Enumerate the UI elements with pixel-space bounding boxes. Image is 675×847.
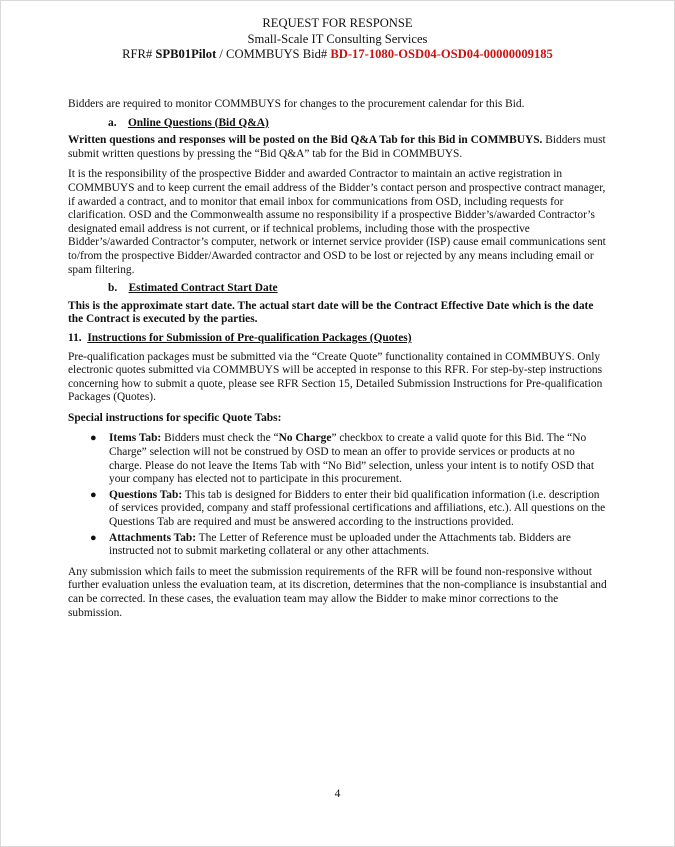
list-item: ● Items Tab: Bidders must check the “No Charge” checkbox to create a valid quote for this Bid. The “No Charge” selection will not be construed by OSD to mean an offer to provide services or products at no charge. Please do not leave the Items Tab with “No Bid” selection, unless your intent is to notify OSD that your company has elected not to participate in this procurement. [90,432,595,486]
special-instructions-heading: Special instructions for specific Quote Tabs: [68,411,282,424]
qa-text: Bidders must submit written questions by pressing the “Bid Q&A” tab for the Bid in COMMBUYS. [68,134,606,160]
header-subtitle: Small-Scale IT Consulting Services [247,31,428,46]
section-title: Instructions for Submission of Pre-qualification Packages (Quotes) [87,331,412,344]
bullet-icon: ● [90,531,97,544]
section-11-heading [68,332,608,346]
rfr-prefix: RFR# [122,47,156,61]
bullet-label: Attachments Tab: [109,531,197,544]
paragraph-start-date [68,300,608,327]
paragraph-nonresponsive: Any submission which fails to meet the submission requirements of the RFR will be found non-responsive without further evaluation unless the evaluation team, at its discretion, determines that the non-compliance is insubstantial and can be corrected. In these cases, the evaluation team may allow the Bidder to make minor corrections to the submission. [68,565,607,619]
subheading-letter: b. [108,282,118,295]
paragraph-prequalification: Pre-qualification packages must be submitted via the “Create Quote” functionality contained in COMMBUYS. Only electronic quotes submitted via COMMBUYS will be accepted in response to this RFR. For step-by-step instructions concerning how to submit a quote, please see RFR Section 15, Detailed Submission Instructions for Pre-qualification Packages (Quotes). [68,350,603,404]
document-body [68,98,608,620]
bid-id: BD-17-1080-OSD04-OSD04-00000009185 [330,47,553,61]
bullet-icon: ● [90,432,97,445]
header-title: REQUEST FOR RESPONSE [262,16,413,30]
bullet-label: Questions Tab: [109,488,183,501]
rfr-id: SPB01Pilot [155,47,217,61]
quote-tabs-list [68,432,608,558]
header-rfr-line [0,47,675,63]
section-number: 11. [68,331,82,344]
start-date-bold-text: This is the approximate start date. The actual start date will be the Contract Effective Date which is the date the Contract is executed by the parties. [68,299,594,326]
paragraph-responsibility: It is the responsibility of the prospective Bidder and awarded Contractor to maintain an active registration in COMMBUYS and to keep current the email address of the Bidder’s contact person and prospective contract manager, if awarded a contract, and to monitor that email inbox for communications from OSD, including requests for clarification. OSD and the Commonwealth assume no responsibility if a prospective Bidder’s/awarded Contractor’s designated email address is not current, or if technical problems, including those with the prospective Bidder’s/awarded Contractor’s computer, network or internet service provider (ISP) cause email communications sent to/from the prospective Bidder/Awarded contractor and OSD to be lost or rejected by any means including email or spam filtering. [68,168,606,276]
subheading-online-questions [68,117,608,131]
no-charge-text: No Charge [278,432,332,445]
subheading-title: Online Questions (Bid Q&A) [127,116,269,129]
bullet-icon: ● [90,488,97,501]
qa-bold-text: Written questions and responses will be posted on the Bid Q&A Tab for this Bid in COMMBUYS. [68,134,543,147]
subheading-letter: a. [108,116,117,129]
subheading-start-date [68,282,608,296]
subheading-title: Estimated Contract Start Date [128,282,278,295]
list-item: ● Attachments Tab: The Letter of Reference must be uploaded under the Attachments tab. Bidders are instructed not to submit marketing collateral or any other attachments. [90,531,571,558]
commbuys-prefix: / COMMBUYS Bid# [216,47,331,61]
paragraph-qa [68,134,608,161]
paragraph-monitor: Bidders are required to monitor COMMBUYS for changes to the procurement calendar for this Bid. [68,98,525,110]
bullet-label: Items Tab: [109,432,162,445]
page-number: 4 [334,788,341,800]
document-header [0,16,675,63]
list-item: ● Questions Tab: This tab is designed for Bidders to enter their bid qualification information (i.e. description of services provided, company and staff professional certifications and affiliations, etc.). All questions on the Questions Tab are required and must be answered according to the instructions provided. [90,488,606,529]
